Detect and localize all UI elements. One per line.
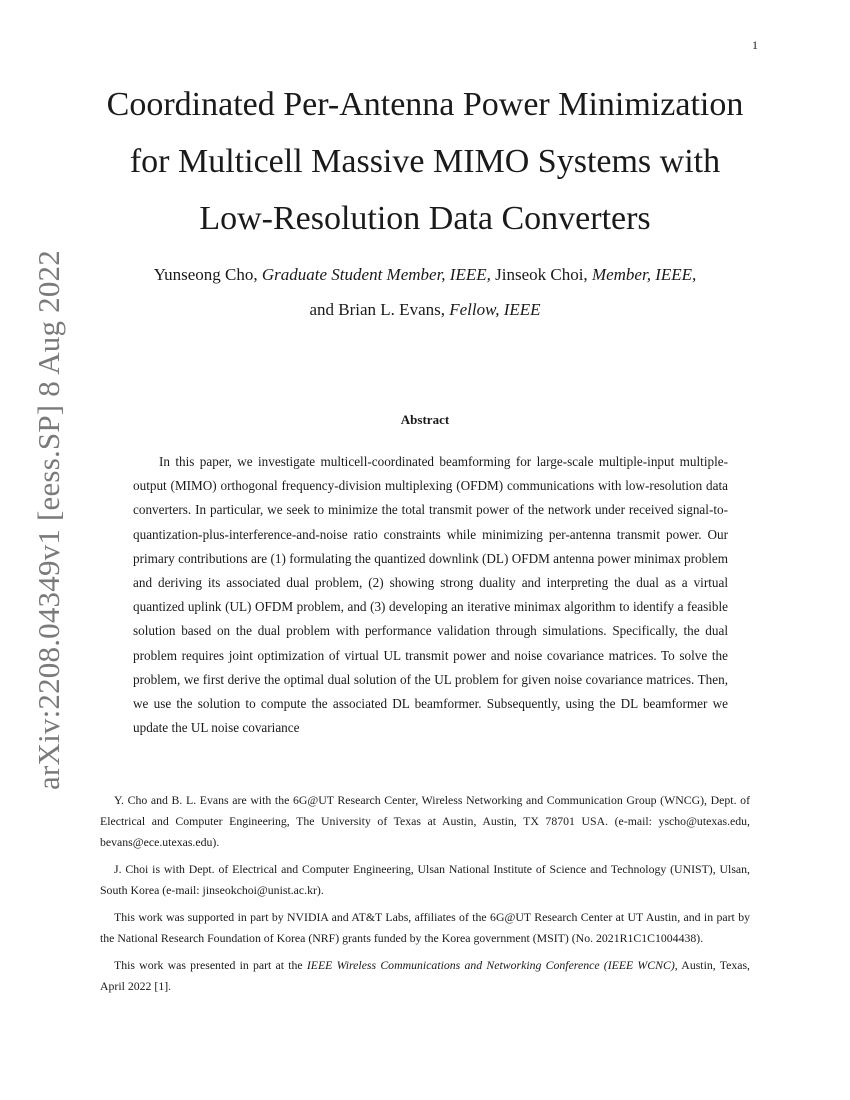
paper-title: [60, 76, 790, 247]
footnotes: [100, 790, 750, 1003]
author-role-2: Member, IEEE,: [591, 265, 697, 284]
footnote-conference-venue: IEEE Wireless Communications and Networking Conference (IEEE WCNC): [306, 958, 675, 972]
footnote-affiliation-ut: Y. Cho and B. L. Evans are with the 6G@UT Research Center, Wireless Networking and Communication Group (WNCG), Dept. of Electrical and Computer Engineering, The University of Texas at Austin, Austin, TX 78701 USA. (e-mail: yscho@utexas.edu, bevans@ece.utexas.edu).: [100, 793, 750, 849]
abstract-text: In this paper, we investigate multicell-coordinated beamforming for large-scale multiple-input multiple-output (MIMO) orthogonal frequency-division multiplexing (OFDM) communications with low-resolution data converters. In particular, we seek to minimize the total transmit power of the network under received signal-to-quantization-plus-interference-and-noise ratio constraints while minimizing per-antenna transmit power. Our primary contributions are (1) formulating the quantized downlink (DL) OFDM antenna power minimax problem and deriving its associated dual problem, (2) showing strong duality and interpreting the dual as a virtual quantized uplink (UL) OFDM problem, and (3) developing an iterative minimax algorithm to identify a feasible solution based on the dual problem with performance validation through simulations. Specifically, the dual problem requires joint optimization of virtual UL transmit power and noise covariance matrices. To solve the problem, we first derive the optimal dual solution of the UL problem for given noise covariance matrices. Then, we use the solution to compute the associated DL beamformer. Subsequently, using the DL beamformer we update the UL noise covariance: [133, 454, 728, 736]
author-line-1: [80, 257, 770, 292]
author-list: [80, 257, 770, 327]
title-line-3: Low-Resolution Data Converters: [199, 200, 651, 237]
author-role-1: Graduate Student Member, IEEE,: [261, 265, 491, 284]
page-number: 1: [752, 38, 758, 52]
arxiv-identifier-stamp[interactable]: arXiv:2208.04349v1 [eess.SP] 8 Aug 2022: [31, 250, 66, 790]
footnote-conference: [100, 955, 750, 997]
author-name-2: Jinseok Choi,: [495, 265, 588, 284]
footnote-conference-pre: This work was presented in part at the: [114, 958, 307, 972]
author-line-2: [80, 292, 770, 327]
footnote-affiliation-unist: J. Choi is with Dept. of Electrical and Computer Engineering, Ulsan National Institute of Science and Technology (UNIST), Ulsan, South Korea (e-mail: jinseokchoi@unist.ac.kr).: [100, 862, 750, 897]
title-line-2: for Multicell Massive MIMO Systems with: [129, 143, 721, 180]
author-name-3: and Brian L. Evans,: [309, 300, 445, 319]
author-name-1: Yunseong Cho,: [153, 265, 258, 284]
footnote-conference-post: , Austin, Texas, April 2022 [1].: [100, 958, 750, 993]
author-role-3: Fellow, IEEE: [449, 300, 541, 319]
footnote-funding: This work was supported in part by NVIDIA and AT&T Labs, affiliates of the 6G@UT Research Center at UT Austin, and in part by the National Research Foundation of Korea (NRF) grants funded by the Korea government (MSIT) (No. 2021R1C1C1004438).: [100, 910, 750, 945]
abstract-heading: Abstract: [400, 412, 450, 427]
title-line-1: Coordinated Per-Antenna Power Minimization: [106, 86, 744, 123]
